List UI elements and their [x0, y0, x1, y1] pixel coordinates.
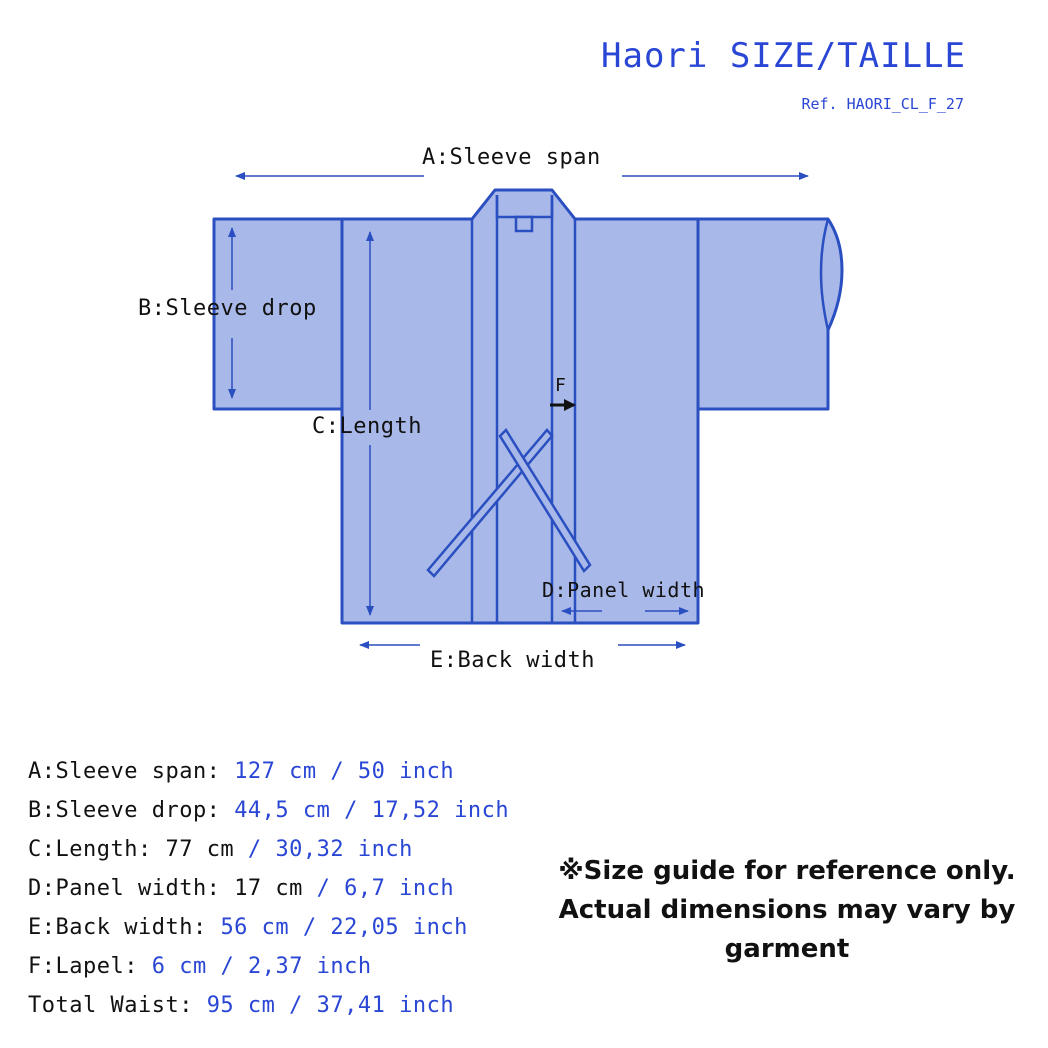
body-panel: [342, 190, 698, 623]
measure-row-total-waist: [28, 986, 509, 1025]
label-back-width: E:Back width: [430, 648, 595, 673]
label-sleeve-span: A:Sleeve span: [422, 145, 601, 170]
measure-cm: 56 cm: [220, 915, 290, 940]
reference-code: Ref. HAORI_CL_F_27: [801, 95, 964, 113]
disclaimer-line-2: Actual dimensions may vary by: [558, 895, 1016, 925]
measure-name: Total Waist:: [28, 993, 207, 1018]
measure-inch: 17,52 inch: [371, 798, 510, 823]
measure-row-lapel: [28, 947, 509, 986]
size-disclaimer: [552, 852, 1022, 969]
measure-sep: /: [302, 876, 345, 901]
measure-inch: 50 inch: [357, 759, 455, 784]
disclaimer-line-3: garment: [724, 934, 850, 964]
measure-inch: 2,37 inch: [247, 954, 372, 979]
measure-name: C:Length:: [28, 837, 166, 862]
measure-inch: 30,32 inch: [275, 837, 413, 862]
measurement-list: [28, 752, 509, 1025]
measure-name: F:Lapel:: [28, 954, 152, 979]
measure-name: E:Back width:: [28, 915, 221, 940]
measure-sep: /: [330, 798, 372, 823]
measure-row-sleeve-drop: [28, 791, 509, 830]
measure-name: B:Sleeve drop:: [28, 798, 235, 823]
measure-row-sleeve-span: [28, 752, 509, 791]
measure-name: A:Sleeve span:: [28, 759, 235, 784]
measure-row-panel-width: [28, 869, 509, 908]
measure-sep: /: [234, 837, 276, 862]
measure-cm: 77 cm: [165, 837, 235, 862]
measure-cm: 127 cm: [234, 759, 317, 784]
measure-name: D:Panel width:: [28, 876, 235, 901]
haori-garment: [214, 190, 842, 623]
label-lapel: F: [555, 375, 567, 396]
label-sleeve-drop: B:Sleeve drop: [138, 296, 317, 321]
measure-sep: /: [289, 915, 331, 940]
measure-row-back-width: [28, 908, 509, 947]
label-panel-width: D:Panel width: [542, 578, 706, 602]
measure-row-length: [28, 830, 509, 869]
measure-cm: 44,5 cm: [234, 798, 331, 823]
measure-cm: 6 cm: [151, 954, 207, 979]
measure-inch: 37,41 inch: [316, 993, 455, 1018]
measure-cm: 17 cm: [234, 876, 303, 901]
disclaimer-line-1: ※Size guide for reference only.: [558, 856, 1016, 886]
measure-cm: 95 cm: [206, 993, 276, 1018]
measure-inch: 6,7 inch: [344, 876, 455, 901]
measure-sep: /: [206, 954, 248, 979]
measure-inch: 22,05 inch: [330, 915, 468, 940]
page-title: Haori SIZE/TAILLE: [601, 36, 966, 76]
right-sleeve: [698, 219, 842, 409]
label-length: C:Length: [312, 414, 422, 439]
measure-sep: /: [316, 759, 358, 784]
measure-sep: /: [275, 993, 317, 1018]
